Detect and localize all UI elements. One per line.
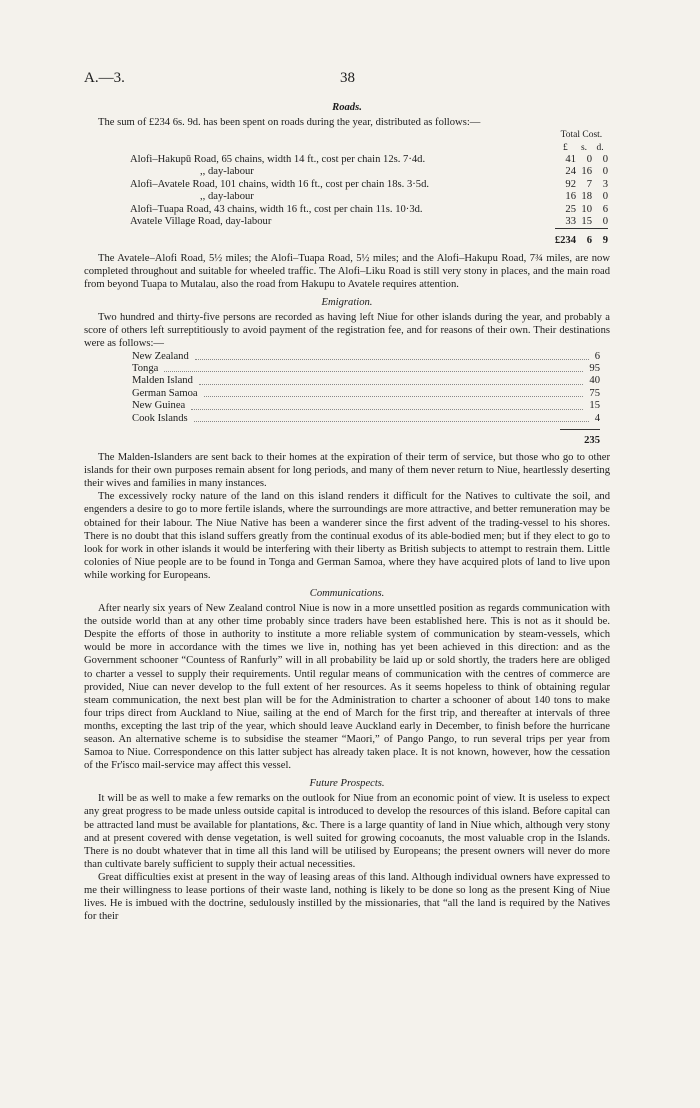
destination-name: German Samoa <box>132 387 198 399</box>
road-pence: 6 <box>602 203 608 215</box>
pounds-unit: £ <box>563 142 568 153</box>
road-pence: 0 <box>602 216 608 228</box>
leader-dots <box>204 388 584 397</box>
table-row <box>130 154 608 166</box>
list-item <box>132 375 600 387</box>
communications-heading: Communications. <box>309 587 385 599</box>
road-shillings: 0 <box>586 154 592 165</box>
road-pounds: 41 <box>565 154 576 165</box>
emigration-paragraph-2: The excessively rocky nature of the land on this island renders it difficult for the Natives to cultivate the soil, and engenders a desire to go to more fertile islands, where the surroundings are more attractive, and better remuneration may be obtained for their labour. The Niue Native has been a wanderer since the first advent of the trading-vessel to his shores. There is no doubt that this island suffers greatly from the continual exodus of its able-bodied men; but if they elect to go to look for work in other islands it would be interfering with their liberty as British subjects to attempt to restrain them. Little colonies of Niue people are to be found in Tonga and German Samoa, where they have acquired plots of land to live upon while working for Europeans. <box>84 491 610 581</box>
destination-count: 4 <box>594 412 600 424</box>
destination-name: Tonga <box>132 362 159 374</box>
table-row <box>130 166 608 178</box>
roads-intro: The sum of £234 6s. 9d. has been spent on roads during the year, distributed as follows:— <box>98 117 481 129</box>
table-row <box>130 191 608 203</box>
cost-header: Total Cost. <box>560 130 603 141</box>
total-pence: 9 <box>592 229 608 248</box>
destination-name: Cook Islands <box>132 412 188 424</box>
emigration-total: 235 <box>560 429 600 447</box>
future-prospects-heading: Future Prospects. <box>309 778 385 790</box>
leader-dots <box>195 351 589 360</box>
list-item <box>132 363 600 375</box>
road-pence: 0 <box>602 166 608 178</box>
table-row <box>130 179 608 191</box>
road-label: Alofi–Avatele Road, 101 chains, width 16 ft., cost per chain 18s. 3·5d. <box>130 178 430 190</box>
destination-name: New Zealand <box>132 350 189 362</box>
table-row <box>130 216 608 229</box>
leader-dots <box>191 400 583 409</box>
destination-count: 40 <box>589 375 600 387</box>
road-pounds: 92 <box>565 178 576 190</box>
list-item <box>132 413 600 425</box>
future-paragraph-2: Great difficulties exist at present in the way of leasing areas of this land. Although individual owners have expressed to me their willingness to lease portions of their waste land, nothing is likely to be done so long as the present King of Niue lives. He is imbued with the doctrine, sedulously instilled by the missionaries, that “all the land is required by the Natives for their <box>84 871 610 923</box>
table-row <box>130 204 608 216</box>
leader-dots <box>194 413 589 422</box>
road-shillings: 10 <box>581 203 592 215</box>
destination-count: 95 <box>589 362 600 374</box>
road-shillings: 15 <box>581 216 592 228</box>
road-pounds: 25 <box>565 203 576 215</box>
road-label: ,, day-labour <box>200 166 254 178</box>
destination-name: Malden Island <box>132 375 193 387</box>
emigration-paragraph-1: The Malden-Islanders are sent back to their homes at the expiration of their term of service, but those who go to other islands for their own purposes remain absent for long periods, and many of them never return to Niue, heartlessly deserting their wives and families in many instances. <box>84 452 610 490</box>
destination-count: 15 <box>589 400 600 412</box>
road-label: Avatele Village Road, day-labour <box>130 216 272 228</box>
leader-dots <box>164 363 583 372</box>
road-pounds: 16 <box>565 191 576 203</box>
emigration-heading: Emigration. <box>321 297 373 309</box>
page-number: 38 <box>340 70 355 86</box>
total-pounds: £234 <box>555 229 576 248</box>
page-content <box>84 96 610 923</box>
road-label: Alofi–Tuapa Road, 43 chains, width 16 ft., cost per chain 11s. 10·3d. <box>130 203 423 215</box>
road-pence: 0 <box>602 154 608 165</box>
road-label: Alofi–Hakupū Road, 65 chains, width 14 ft., cost per chain 12s. 7·4d. <box>130 154 426 165</box>
destination-name: New Guinea <box>132 400 186 412</box>
destination-count: 75 <box>589 387 600 399</box>
pence-unit: d. <box>596 142 604 153</box>
shillings-unit: s. <box>580 142 588 153</box>
communications-paragraph: After nearly six years of New Zealand control Niue is now in a more unsettled position as regards communication with the outside world than at any other time probably since traders have been established here. This is not as it should be. Despite the efforts of those in authority to institute a more reliable system of communication by steam-vessels, which would be more in accordance with the times we live in, nothing has yet been achieved in this direction: and as the Government schooner “Countess of Ranfurly” will in all probability be laid up or sold shortly, the traders here are obliged to charter a vessel to supply their requirements. Until regular means of communication with the centres of commerce are provided, Niue can never develop to the full extent of her resources. As it seems hopeless to think of obtaining regular steam communication, the next best plan will be for the Administration to charter a schooner of about 140 tons to make four trips direct from Auckland to Niue, sailing at the end of March for the first trip, and thereafter at intervals of three months, excepting the last trip of the year, which should leave Auckland early in December, to finish before the hurricane season. An alternative scheme is to subsidise the steamer “Maori,” of Pango Pango, to run several trips per year from Samoa to Niue. Correspondence on this latter subject has already taken place. It is not known, however, how the cessation of the Fr'isco mail-service may affect this vessel. <box>84 603 610 772</box>
future-paragraph-1: It will be as well to make a few remarks on the outlook for Niue from an economic point of view. It is useless to expect any great progress to be made unless outside capital is introduced to develop the resources of this island. Before capital can be attracted land must be available for plantations, &c. There is a large quantity of land in Niue which, although very stony and at present covered with dense vegetation, is well suited for growing cocoanuts, the most valuable crop in the Islands. There is no doubt whatever that in time all this land will be utilised by Europeans; the present owners will never do more than cultivate barely sufficient to supply their actual necessities. <box>84 793 610 870</box>
total-shillings: 6 <box>576 229 592 248</box>
emigration-intro: Two hundred and thirty-five persons are recorded as having left Niue for other islands during the year, and probably a score of others left surreptitiously to avoid payment of the registration fee, and for reasons of their own. Their destinations were as follows:— <box>84 312 610 350</box>
road-shillings: 18 <box>581 191 592 203</box>
page-header <box>84 70 616 90</box>
road-label: ,, day-labour <box>200 191 254 203</box>
list-item <box>132 388 600 400</box>
road-shillings: 16 <box>581 166 592 178</box>
destination-count: 6 <box>594 350 600 362</box>
roads-total-row <box>130 229 608 248</box>
list-item <box>132 351 600 363</box>
road-pence: 0 <box>602 191 608 203</box>
roads-paragraph: The Avatele–Alofi Road, 5½ miles; the Alofi–Tuapa Road, 5½ miles; and the Alofi–Hakupu Road, 7¾ miles, are now completed throughout and suitable for wheeled traffic. The Alofi–Liku Road is still very stony in places, and the main road from beyond Tuapa to Mutalau, also the road from Hakupu to Avatele requires attention. <box>84 252 610 291</box>
road-pence: 3 <box>602 178 608 190</box>
roads-cost-table <box>130 129 608 248</box>
document-reference: A.—3. <box>84 70 125 86</box>
roads-heading: Roads. <box>332 102 362 113</box>
list-item <box>132 400 600 412</box>
road-pounds: 33 <box>565 216 576 228</box>
road-shillings: 7 <box>586 178 592 190</box>
road-pounds: 24 <box>565 166 576 178</box>
leader-dots <box>199 375 584 384</box>
destinations-list <box>132 351 600 448</box>
